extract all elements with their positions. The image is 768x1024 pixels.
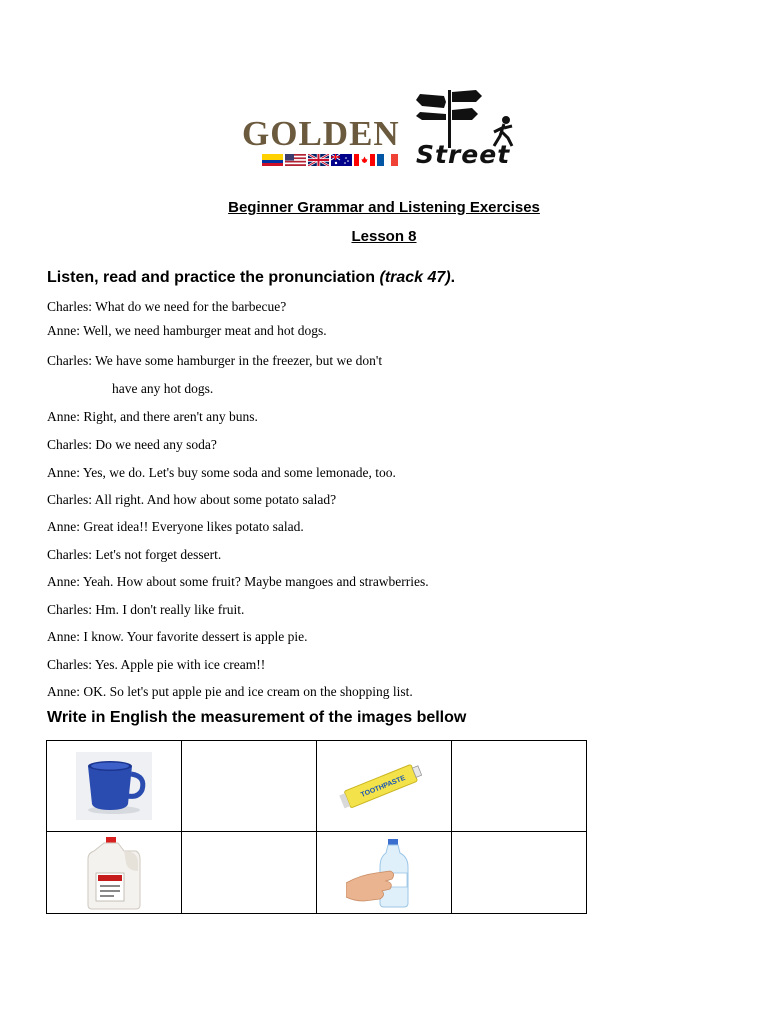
lesson-title: Lesson 8 bbox=[351, 228, 417, 245]
usa-flag bbox=[285, 154, 306, 166]
image-cell bbox=[47, 741, 182, 832]
dialog-line: Charles: Hm. I don't really like fruit. bbox=[47, 602, 245, 617]
table-row bbox=[47, 741, 587, 832]
flags-row bbox=[262, 154, 398, 166]
dialog-line: Anne: OK. So let's put apple pie and ice cream on the shopping list. bbox=[47, 684, 413, 699]
dialog-line: Charles: What do we need for the barbecue? bbox=[47, 299, 287, 314]
page-title: Beginner Grammar and Listening Exercises bbox=[228, 199, 540, 216]
answer-cell[interactable] bbox=[182, 741, 317, 832]
ecuador-flag bbox=[262, 154, 283, 166]
cup-image bbox=[76, 752, 152, 820]
dialog-line: Charles: We have some hamburger in the freezer, but we don't bbox=[47, 353, 383, 368]
france-flag bbox=[377, 154, 398, 166]
answer-cell[interactable] bbox=[452, 741, 587, 832]
dialog-line: Anne: Yeah. How about some fruit? Maybe mangoes and strawberries. bbox=[47, 574, 429, 589]
toothpaste-label: TOOTHPASTE bbox=[360, 774, 407, 799]
dialog-line: Anne: Great idea!! Everyone likes potato salad. bbox=[47, 519, 304, 534]
dialog-line: Anne: Well, we need hamburger meat and hot dogs. bbox=[47, 323, 327, 338]
dialog-line: Anne: I know. Your favorite dessert is apple pie. bbox=[47, 629, 308, 644]
milk-gallon-image bbox=[84, 835, 144, 911]
heading-text: Listen, read and practice the pronunciation bbox=[47, 269, 380, 286]
water-bottle-image bbox=[346, 837, 422, 909]
dialog-line: Anne: Yes, we do. Let's buy some soda and some lemonade, too. bbox=[47, 465, 396, 480]
golden-street-logo bbox=[238, 88, 528, 176]
uk-flag bbox=[308, 154, 329, 166]
logo-golden-text: GOLDEN bbox=[242, 114, 400, 153]
logo-street-text: Street bbox=[416, 140, 511, 169]
dialog-line: have any hot dogs. bbox=[112, 381, 214, 396]
australia-flag bbox=[331, 154, 352, 166]
dialog-line: Charles: All right. And how about some potato salad? bbox=[47, 492, 337, 507]
listen-instructions-heading bbox=[47, 269, 455, 287]
answer-cell[interactable] bbox=[452, 832, 587, 914]
image-cell bbox=[47, 832, 182, 914]
toothpaste-image bbox=[337, 756, 431, 816]
table-row bbox=[47, 832, 587, 914]
image-cell bbox=[317, 741, 452, 832]
measurement-table bbox=[46, 740, 587, 914]
measurement-instructions-heading: Write in English the measurement of the images bellow bbox=[47, 709, 467, 726]
image-cell bbox=[317, 832, 452, 914]
dialog-line: Anne: Right, and there aren't any buns. bbox=[47, 409, 258, 424]
answer-cell[interactable] bbox=[182, 832, 317, 914]
heading-period: . bbox=[450, 269, 456, 286]
canada-flag bbox=[354, 154, 375, 166]
track-reference: (track 47) bbox=[379, 269, 451, 286]
dialog-line: Charles: Do we need any soda? bbox=[47, 437, 217, 452]
dialog-line: Charles: Let's not forget dessert. bbox=[47, 547, 222, 562]
dialog-line: Charles: Yes. Apple pie with ice cream!! bbox=[47, 657, 266, 672]
